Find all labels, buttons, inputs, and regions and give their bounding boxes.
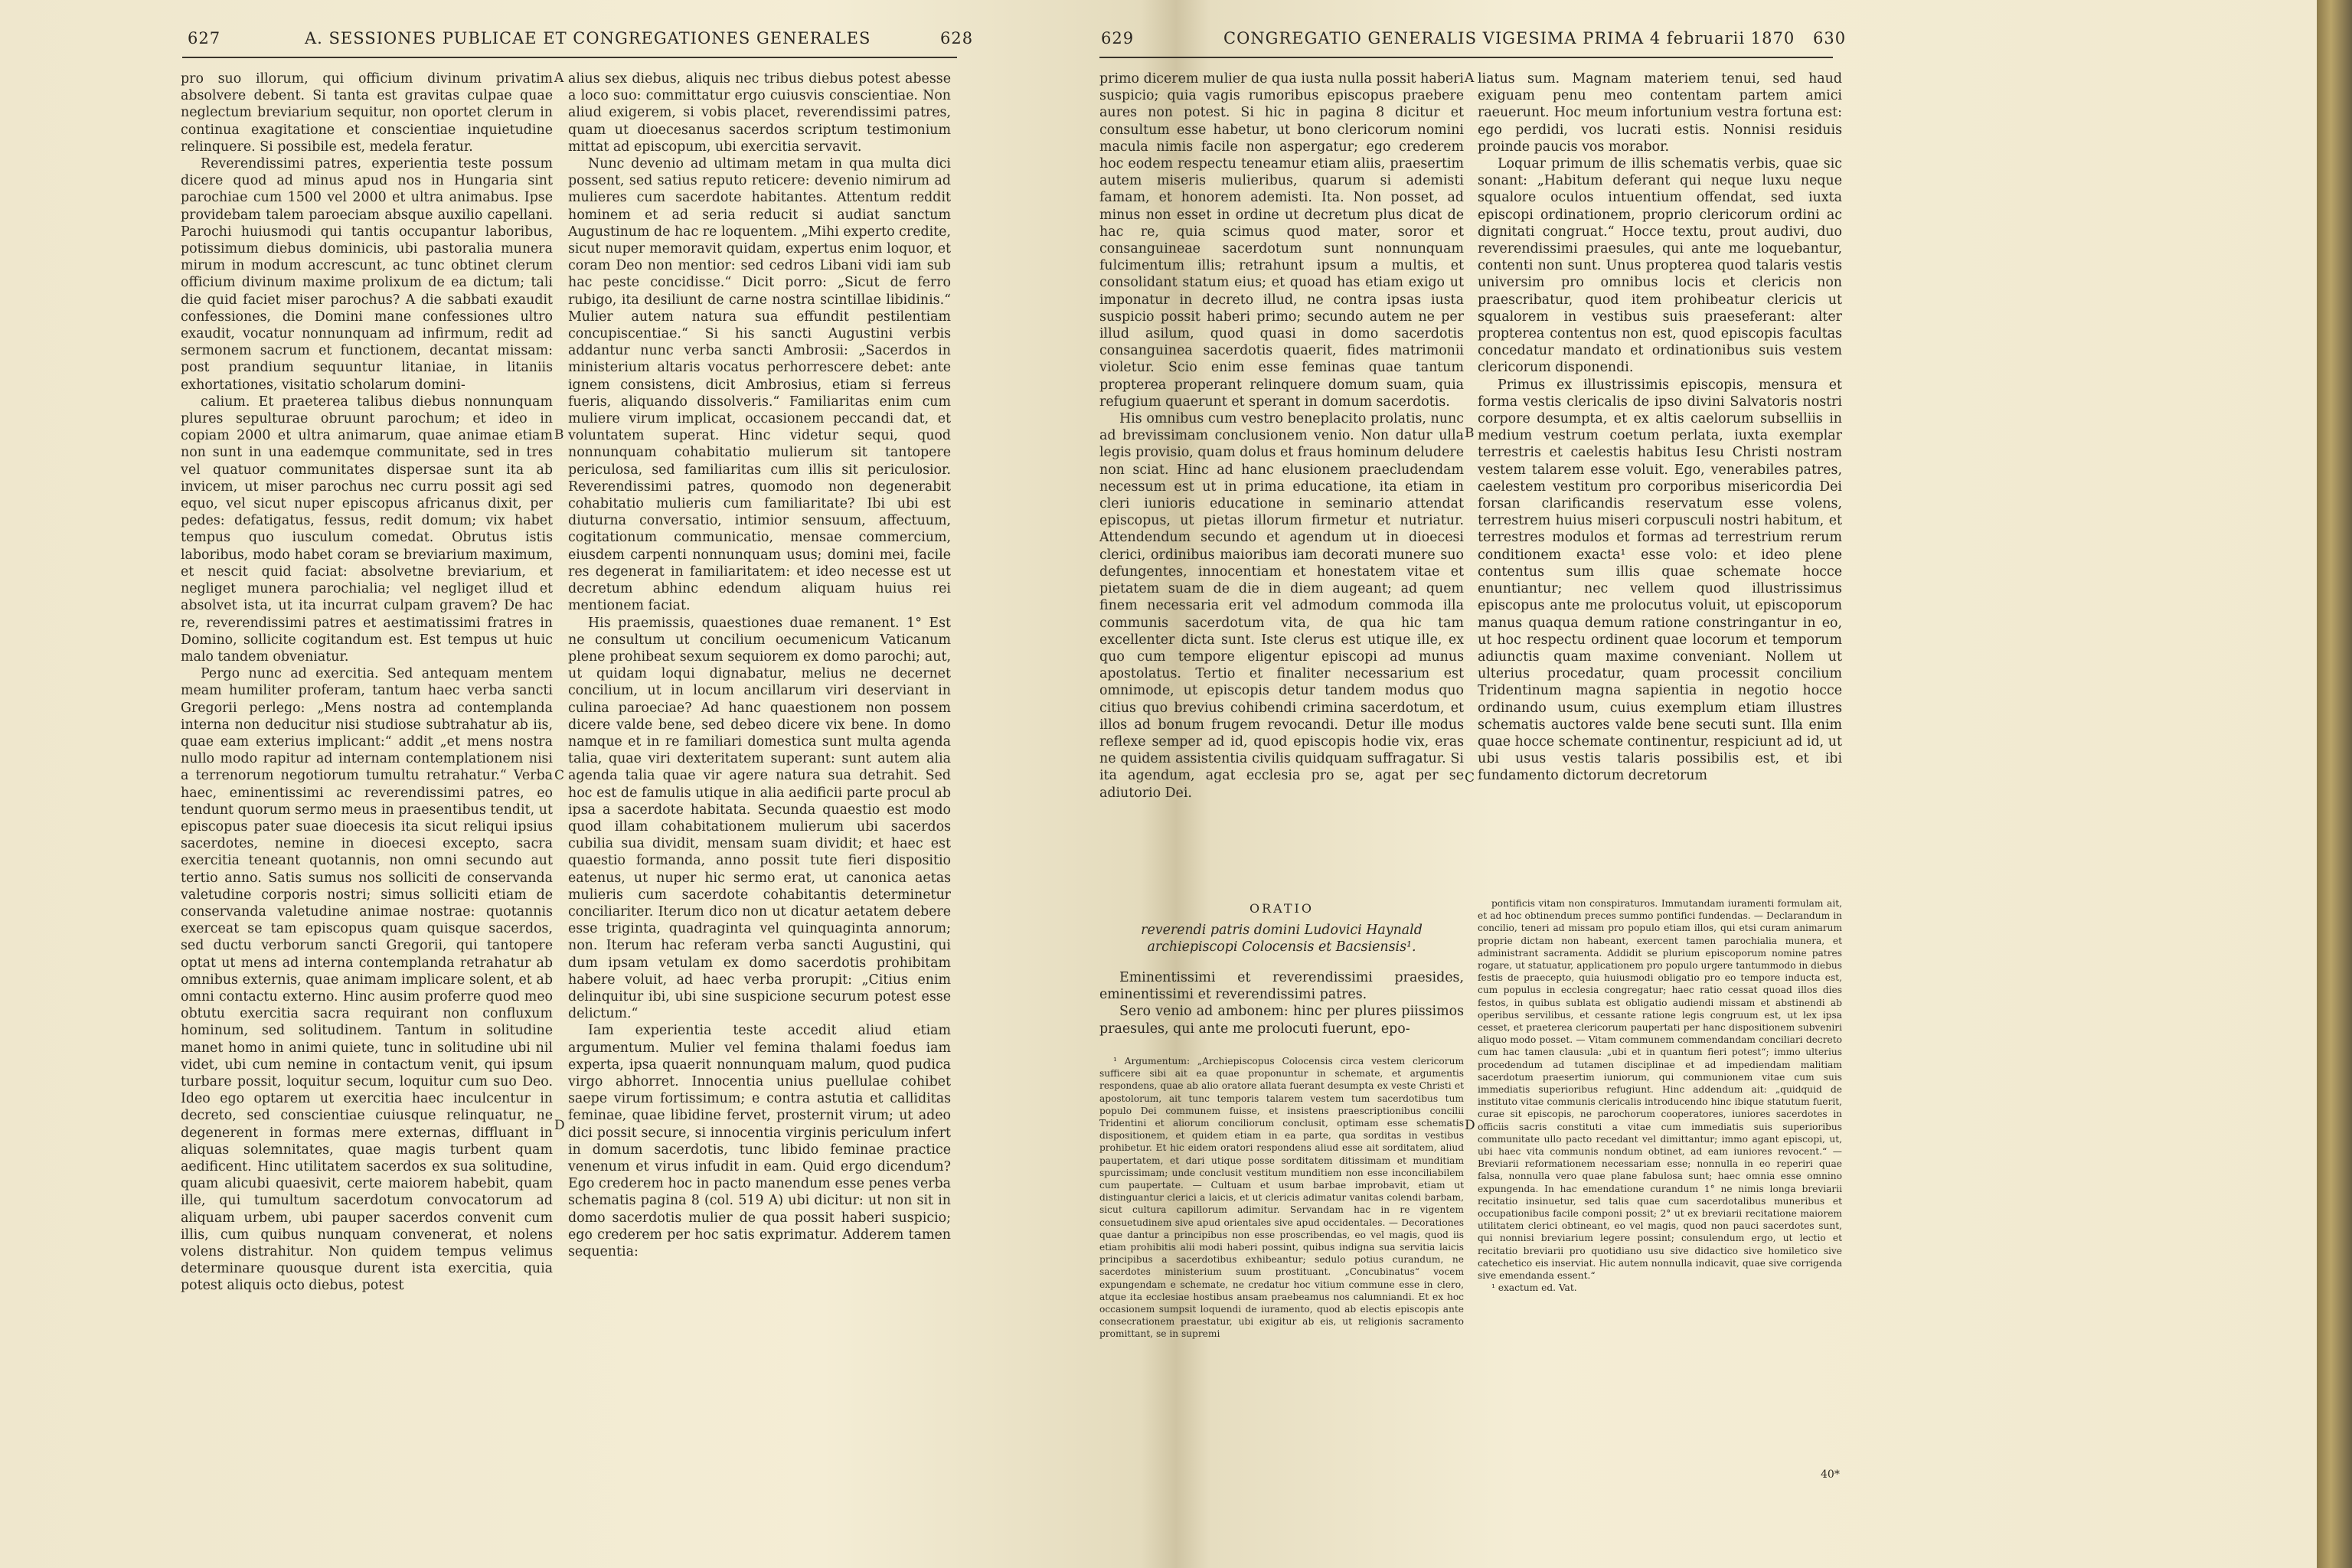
right-margin-marker-d: D xyxy=(1465,1118,1475,1133)
paragraph: Reverendissimi patres, experientia teste possum dicere quod ad minus apud nos in Hungaria sint parochiae cum 1500 vel 2000 et ultra animabus. Ipse providebam talem paroeciam absque auxilio capellani. Parochi huiusmodi qui tantis occupantur laboribus, potissimum diebus dominicis, ubi pastoralia munera mirum in modum accrescunt, ac tunc obtinet clerum officium divinum maxime prolixum de ea dictum; tali die quid faciet miser parochus? A die sabbati exaudit confessiones, die Domini mane confessiones ultro exaudit, vocatur nonnunquam ad infirmum, redit ad sermonem sacrum et functionem, decantat missam: post prandium sequuntur litaniae, in litaniis exhortationes, visitatio scholarum domini- xyxy=(181,156,553,393)
left-column-2 xyxy=(568,70,951,1260)
paragraph: Pergo nunc ad exercitia. Sed antequam mentem meam humiliter proferam, tantum haec verba sancti Gregorii perlego: „Mens nostra ad contemplanda interna non deducitur nisi studiose subtrahatur ab iis, quae eam exterius implicant:“ addit „et mens nostra nullo modo rapitur ad internam contemplationem nisi a terrenorum negotiorum tumultu retrahatur.“ Verba haec, eminentissimi ac reverendissimi patres, eo tendunt quorum sermo meus in praesentibus tendit, ut episcopus pater suae dioecesis ita sicut reliqui ipsius sacerdotes, nemine in dioecesi excepto, sacra exercitia teneant quotannis, non omni secundo aut tertio anno. Satis sumus nos solliciti de conservanda valetudine corporis nostri; simus solliciti etiam de conservanda valetudine animae nostrae: quotannis exerceat se tam episcopus quam quisque sacerdos, sed ductu verborum sancti Gregorii, qui tantopere optat ut mens ad interna contemplanda retrahatur ab omnibus externis, quae animam implicare solent, et ab omni contactu externo. Hinc ausim proferre quod meo obtutu exercitia sacra requirant non confluxum hominum, sed solitudinem. Tantum in solitudine manet homo in animi quiete, tunc in solitudine ubi nil videt, ubi cum nemine in contactum venit, qui ipsum turbare possit, loquitur secum, loquitur cum suo Deo. Ideo ego optarem ut exercitia haec inculcentur in decreto, sed conscientiae cuiusque relinquatur, ne degenerent in formas mere externas, diffluant in aliquas solemnitates, quae magis turbent quam aedificent. Hinc utilitatem sacerdos ex sua solitudine, quam alicubi quaesivit, certe maiorem habebit, quam ille, qui tumultum sacerdotum convocatorum ad aliquam urbem, ubi pauper sacerdos convenit cum illis, cum quibus nunquam convenerat, et nolens volens distrahitur. Non quidem tempus velimus determinare quousque durent ista exercitia, quia potest aliquis octo diebus, potest xyxy=(181,666,553,1294)
right-page-number-a: 629 xyxy=(1101,29,1135,47)
signature-mark: 40* xyxy=(1821,1468,1840,1481)
footnote-right xyxy=(1478,897,1842,1295)
left-page-number-b: 628 xyxy=(940,29,974,47)
right-column-2 xyxy=(1478,70,1842,785)
right-page-number-b: 630 xyxy=(1813,29,1847,47)
right-running-head: CONGREGATIO GENERALIS VIGESIMA PRIMA 4 februarii 1870 xyxy=(1223,29,1795,47)
left-column-1 xyxy=(181,70,553,1295)
oratio-heading xyxy=(1099,900,1464,956)
paragraph: Nunc devenio ad ultimam metam in qua multa dici possent, sed satius reputo reticere: devenio nimirum ad mulieres cum sacerdote habitantes. Attentum reddit hominem et ad seria reducit si audiat sanctum Augustinum de hac re loquentem. „Mihi experto credite, sicut nuper memoravit quidam, expertus enim loquor, et coram Deo non mentior: sed cedros Libani vidi iam sub hac peste concidisse.“ Dicit porro: „Sicut de ferro rubigo, ita desiliunt de carne nostra scintillae libidinis.“ Mulier autem natura sua effundit pestilentiam concupiscentiae.“ Si his sancti Augustini verbis addantur nunc verba sancti Ambrosii: „Sacerdos in ministerium altaris vocatus perhorrescere debet: ante ignem consistens, dicit Ambrosius, etiam si ferreus fueris, aliquando dissolveris.“ Familiaritas enim cum muliere virum implicat, occasionem peccandi dat, et voluntatem superat. Hinc videtur sequi, quod nonnunquam cohabitatio mulierum sit tantopere periculosa, sed familiaritas cum illis sit periculosior. Reverendissimi patres, quomodo non degenerabit cohabitatio mulieris cum familiaritate? Ibi ubi est diuturna conversatio, intimior sensuum, affectuum, cogitationum communicatio, mensae commercium, eiusdem carpenti nonnunquam usus; domini mei, facile res degenerat in familiaritatem: et ideo necesse est ut decretum abhinc edendum aliquam huius rei mentionem faciat. xyxy=(568,156,951,614)
right-column-1-after xyxy=(1099,969,1464,1037)
paragraph: ¹ exactum ed. Vat. xyxy=(1491,1282,1577,1294)
margin-marker-d: D xyxy=(554,1118,565,1133)
paragraph: Iam experientia teste accedit aliud etiam argumentum. Mulier vel femina thalami foedus iam experta, ipsa quaerit nonnunquam malum, quod pudica virgo abhorret. Innocentia unius puellulae cohibet saepe virum fortissimum; e contra astutia et calliditas feminae, quae libidine fervet, prosternit virum; ut adeo dici possit secure, si innocentia virginis periculum infert in domum sacerdotis, tunc libido feminae practice venenum et virus infudit in eam. Quid ergo dicendum? Ego crederem hoc in pacto manendum esse penes verba schematis pagina 8 (col. 519 A) ubi dicitur: ut non sit in domo sacerdotis mulier de qua possit haberi suspicio; ego crederem per hoc satis exprimatur. Adderem tamen sequentia: xyxy=(568,1023,951,1260)
oratio-title: ORATIO xyxy=(1250,901,1314,916)
right-margin-marker-b: B xyxy=(1465,426,1475,441)
left-page-number-a: 627 xyxy=(188,29,221,47)
paragraph: His omnibus cum vestro beneplacito prolatis, nunc ad brevissimam conclusionem venio. Non datur ulla legis provisio, quam dolus et fraus hominum deludere non sciat. Hinc ad hanc elusionem praecludendam necessum est ut in prima educatione, ita etiam in cleri iunioris educatione in seminario attendat episcopus, ut pietas illorum firmetur et nutriatur. Attendendum secundo et agendum ut in dioecesi clerici, ordinibus maioribus iam decorati munere suo defungentes, innocentiam et honestatem vitae et pietatem suam de die in diem augeant; ad quem finem necessaria erit vel admodum commoda illa communis sacerdotum vita, de qua hic tam excellenter dicta sunt. Iste clerus est utique ille, ex quo cum tempore eligentur episcopi ad munus apostolatus. Tertio et finaliter necessarium est omnimode, ut episcopis detur tandem modus quo citius quo brevius cohibendi crimina sacerdotum, et illos ad bonum frugem revocandi. Detur ille modus reflexe semper ad id, quod episcopis hodie vix, eras ne quidem assistentia civilis quidquam suffragatur. Si ita agendum, agat ecclesia pro se, agat per se adiutorio Dei. xyxy=(1099,411,1464,801)
paragraph: pontificis vitam non conspiraturos. Immutandam iuramenti formulam ait, et ad hoc obtinendum preces summo pontifici fundendas. — Declarandum in concilio, teneri ad missam pro populo etiam illos, qui etsi curam animarum proprie dictam non habeant, exercent tamen parochialia munera, et administrant sacramenta. Addidit se plurium episcoporum nomine patres rogare, ut statuatur, applicationem pro populo urgere tantummodo in diebus festis de praecepto, quia huiusmodi obligatio pro eo tempore inducta est, cum populus in ecclesia congregatur; haec ratio cessat quoad illos dies festos, in quibus sublata est obligatio audiendi missam et abstinendi ab operibus servilibus, et cessante ratione legis congruum est, ut lex ipsa cesset, et praeterea clericorum paupertati per hanc dispositionem subveniri aliquo modo posset. — Vitam communem commendandam conciliari decreto cum hac tamen clausula: „ubi et in quantum fieri potest“; immo ulterius procedendum ad tutamen disciplinae et ad impediendam malitiam sacerdotum praesertim iuniorum, qui communionem vitae cum suis immediatis superioribus refugiunt. Hinc addendum ait: „quidquid de instituto vitae communis clericalis introducendo hinc ibique statutum fuerit, curae sit episcopis, ne parochorum cooperatores, iuniores sacerdotes in officiis sacris constituti a vitae cum immediatis suis superioribus communitate ullo pacto recedant vel dimittantur; immo agant episcopi, ut, ubi haec vita communis nondum obtinet, ad eam iuniores revocent.“ — Breviarii reformationem necessariam esse; nonnulla in eo reperiri quae falsa, nonnulla vero quae plane fabulosa sunt; haec omnia esse omnino expungenda. In hac emendatione curandum 1° ne nimis longa breviarii recitatio insinuetur, sed talis quae cum sacerdotalibus muneribus et occupationibus facile componi possit; 2° ut ex breviarii recitatione maiorem utilitatem clerici obtineant, eo vel magis, quod non pauci sacerdotes sunt, qui nonnisi breviarium legere possint; consulendum ergo, ut lectio et recitatio breviarii pro quotidiano usu sive didactico sive homiletico sive catechetico eis inserviat. Hic autem nonnulla indicavit, quae sive corrigenda sive emendanda essent.“ xyxy=(1478,898,1842,1282)
paragraph: ¹ Argumentum: „Archiepiscopus Colocensis circa vestem clericorum sufficere sibi ait ea quae proponuntur in schemate, et argumentis respondens, quae ab alio oratore allata fuerant desumpta ex veste Christi et apostolorum, ait tunc temporis talarem vestem tum sacerdotibus tum populo Dei communem fuisse, et insistens praescriptionibus concilii Tridentini et aliorum conciliorum conclusit, optimam esse schematis dispositionem, et quidem etiam in ea parte, qua sorditas in vestibus prohibetur. Et hic eidem oratori respondens aliud esse ait sorditatem, aliud paupertatem, et dari utique posse sorditatem ditissimam et munditiam spurcissimam; unde conclusit vestitum munditiem non esse inconciliabilem cum paupertate. — Cultuam et usum barbae improbavit, etiam ut distinguantur clerici a laicis, et ut clericis adimatur vanitas colendi barbam, sicut cultura capillorum adimitur. Servandam hac in re vigentem consuetudinem sive apud orientales sive apud occidentales. — Decorationes quae dantur a principibus non esse proscribendas, eo vel magis, quod iis etiam prohibitis alii modi haberi possint, quibus indigna sua servitia laicis principibus a sacerdotibus exhibeantur; sedulo potius curandum, ne sacerdotes ministerium suum prostituant. „Concubinatus“ vocem expungendam e schemate, ne credatur hoc vitium commune esse in clero, atque ita ecclesiae hostibus ansam praebeamus nos calumniandi. Et ex hoc occasionem sumpsit loquendi de iuramento, quod ab electis episcopis ante consecrationem praestatur, ubi exigitur ab eis, ut religionis sacramento promittant, se in supremi xyxy=(1099,1056,1464,1340)
right-margin-marker-a: A xyxy=(1465,70,1475,86)
margin-marker-a: A xyxy=(554,70,564,86)
margin-marker-b: B xyxy=(554,427,564,443)
left-header-rule xyxy=(182,57,957,58)
paragraph: Loquar primum de illis schematis verbis, quae sic sonant: „Habitum deferant qui neque luxu neque squalore oculos intuentium offendat, sed iuxta episcopi ordinationem, proprio clericorum ordini ac dignitati congruat.“ Hocce textu, prout audivi, duo reverendissimi praesules, qui ante me loquebantur, contenti non sunt. Unus propterea quod talaris vestis universim pro omnibus locis et clericis non praescribatur, quod item prohibeatur clericis ut squalorem in vestibus suis praeseferant: alter propterea contentus non est, quod episcopis facultas concedatur mandato et ordinationibus suis vestem clericorum disponendi. xyxy=(1478,156,1842,376)
left-running-head: A. SESSIONES PUBLICAE ET CONGREGATIONES GENERALES xyxy=(305,29,871,47)
paragraph: His praemissis, quaestiones duae remanent. 1° Est ne consultum ut concilium oecumenicum Vaticanum plene prohibeat sexum sequiorem ex domo parochi; aut, ut quidam loqui dignabatur, melius ne decernet concilium, ut in locum ancillarum viri deserviant in culina paroeciae? Ad hanc quaestionem non possem dicere valde bene, sed debeo dicere vix bene. In domo namque et in re familiari domestica sunt multa agenda talia, quae viri dexteritatem superant: sunt autem alia agenda talia quae vir agere natura sua detrahit. Sed hoc est de famulis utique in alia aedificii parte procul ab ipsa a sacerdote habitata. Secunda quaestio est modo quod illam cohabitationem mulierum ubi sacerdos cubilia sua dividit, mensam suam dividit; et haec est quaestio formanda, anno possit tute fieri dispositio eatenus, ut nuper hic sermo erat, ut canonica aetas mulieris cum sacerdote cohabitantis determinetur conciliariter. Iterum dico non ut dicatur aetatem debere esse triginta, quadraginta vel quinquaginta annorum; non. Iterum hac referam verba sancti Augustini, qui dum ipsam vetulam ex domo sacerdotis prohibitam habere voluit, ad haec verba prorupit: „Citius enim delinquitur ibi, ubi sine suspicione securum potest esse delictum.“ xyxy=(568,615,951,1022)
paragraph: primo dicerem mulier de qua iusta nulla possit haberi suspicio; quia vagis rumoribus episcopus praebere aures non potest. Si hic in pagina 8 dicitur et consultum esse habetur, ut bono clericorum nomini macula nimis facile non aspergatur; ego crederem hoc eodem respectu teneamur etiam aliis, praesertim autem miseris mulieribus, quarum si ademisti famam, et honorem ademisti. Ita. Non posset, ad minus non esset in ordine ut decretum plus dicat de hac re, quia scimus quod mater, soror et consanguineae sacerdotum sunt nonnunquam fulcimentum illis; retrahunt ipsum a multis, et consolidant statum eius; et quoad has etiam exigo ut imponatur in decreto illud, ne contra ipsas iusta suspicio possit haberi primo; secundo autem ne per illud asilum, quod quasi in domo sacerdotis consanguinea sacerdotis quaerit, fides matrimonii violetur. Scio enim esse feminas quae tantum propterea properant relinquere domum suam, quia refugium quaerunt et sperant in domum sacerdotis. xyxy=(1099,71,1464,410)
book-edge xyxy=(2317,0,2352,1568)
paragraph: alius sex diebus, aliquis nec tribus diebus potest abesse a loco suo: committatur ergo cuiusvis conscientiae. Non aliud exigerem, si vobis placet, reverendissimi patres, quam ut dioecesanus sacerdos scriptum testimonium mittat ad episcopum, ubi exercitia servavit. xyxy=(568,71,951,155)
paragraph: Eminentissimi et reverendissimi praesides, eminentissimi et reverendissimi patres. xyxy=(1099,970,1464,1003)
paragraph: pro suo illorum, qui officium divinum privatim absolvere debent. Si tanta est gravitas culpae quae neglectum breviarium sequitur, non oportet clerum in continua exagitatione et conscientiae inquietudine relinquere. Si possibile est, medela feratur. xyxy=(181,71,553,155)
oratio-subtitle-2: archiepiscopi Colocensis et Bacsiensis¹. xyxy=(1147,939,1416,956)
paragraph: Sero venio ad ambonem: hinc per plures piissimos praesules, qui ante me prolocuti fuerunt, epo- xyxy=(1099,1004,1464,1037)
right-header-rule xyxy=(1099,57,1833,58)
paragraph: liatus sum. Magnam materiem tenui, sed haud exiguam penu meo contentam partem amici raeuerunt. Hoc meum infortunium vestra fortuna est: ego perdidi, vos lucrati estis. Nonnisi residuis proinde paucis vos morabor. xyxy=(1478,71,1842,155)
oratio-subtitle-1: reverendi patris domini Ludovici Haynald xyxy=(1141,923,1423,939)
paragraph: Primus ex illustrissimis episcopis, mensura et forma vestis clericalis de ipso divini Salvatoris nostri corpore desumpta, et ex altis caelorum subselliis in medium vestrum coetum perlata, iuxta exemplar terrestris et caelestis habitus Iesu Christi nostram vestem talarem esse voluit. Ego, venerabiles patres, caelestem vestitum pro corporibus misericordia Dei forsan clarificandis reservatum esse volens, terrestrem huius miseri corpusculi nostri habitum, et terrestres modulos et formas ad terrestrium rerum conditionem exacta¹ esse volo: et ideo plene contentus sum illis quae schemate hocce enuntiantur; nec vellem quod illustrissimus episcopus ante me prolocutus voluit, ut episcoporum manus quaqua demum ratione constringantur in eo, ut hoc respectu ordinent quae locorum et temporum adiunctis quam maxime conveniant. Nollem ut ulterius procedatur, quam processit concilium Tridentinum magna sapientia in negotio hocce ordinando usum, cuius exemplum etiam illustres schematis auctores valde bene secuti sunt. Illa enim quae hocce schemate continentur, respiciunt ad id, ut ubi usus vestis talaris possibilis est, et ibi fundamento dictorum decretorum xyxy=(1478,377,1842,784)
margin-marker-c: C xyxy=(554,768,565,783)
paragraph: calium. Et praeterea talibus diebus nonnunquam plures sepulturae obruunt parochum; et ideo in copiam 2000 et ultra animarum, quae animae etiam non sunt in una eademque communitate, sed in tres vel quatuor communitates dispersae sunt ita ab invicem, ut miser parochus nec curru possit agi sed equo, vel sicut nuper episcopus africanus dixit, per pedes: defatigatus, fessus, redit domum; vix habet tempus quo iusculum comedat. Obrutus istis laboribus, modo habet coram se breviarium maximum, et nescit quid faciat: absolvetne breviarium, et negliget munera parochialia; vel negliget illud et absolvet ista, ut ita incurrat culpam gravem? De hac re, reverendissimi patres et aestimatissimi fratres in Domino, sollicite cogitandum est. Est tempus ut huic malo tandem obveniatur. xyxy=(181,394,553,665)
right-column-1 xyxy=(1099,70,1464,802)
right-margin-marker-c: C xyxy=(1465,770,1475,786)
footnote-left xyxy=(1099,1055,1464,1341)
